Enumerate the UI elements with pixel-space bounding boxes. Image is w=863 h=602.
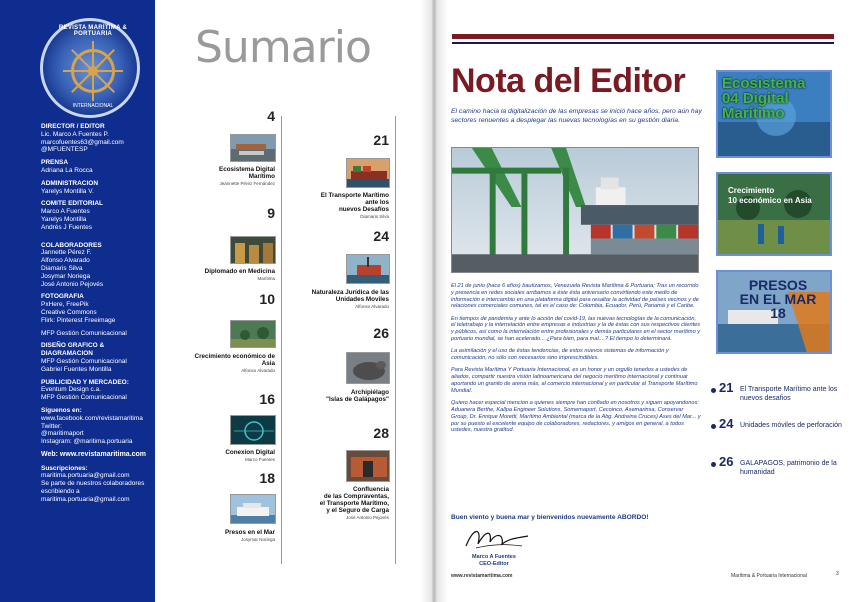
page-number: 9 (267, 205, 275, 221)
toc-entry[interactable] (175, 108, 275, 124)
entry-title: Conexion Digital (225, 449, 275, 456)
credit-line: Twitter: (41, 422, 62, 430)
editor-body (451, 283, 701, 440)
credit-line: Diamaris Silva (41, 264, 83, 272)
toc-entry[interactable] (285, 486, 389, 521)
editor-lead: El camino hacia la digitalización de las empresas se inició hace años, pero aún hay sectores renuentes a desplegar las nuevas tecnologías en su gestión diaria. (451, 108, 702, 124)
toc-entry[interactable] (175, 449, 275, 463)
toc-entry[interactable] (289, 132, 389, 148)
column-divider (395, 116, 396, 564)
closing-line: Buen viento y buena mar y bienvenidos nuevamente ABORDO! (451, 514, 649, 521)
credit-line: Alfonso Alvarado (41, 257, 90, 265)
section-heading: FOTOGRAFIA (41, 293, 84, 301)
cover-asia[interactable] (716, 172, 832, 256)
entry-author: Diamaris Silva (360, 214, 389, 219)
section-heading: DIRECTOR / EDITOR (41, 123, 105, 130)
entry-title: Ecosistema Digital Marítimo (219, 166, 275, 180)
credits-admin (41, 180, 153, 196)
entry-author: Jeannette Pérez Fernández (219, 181, 275, 186)
toc-right-item[interactable] (711, 416, 851, 444)
page-number: 18 (259, 470, 275, 486)
credit-line: MFP Gestión Comunicacional (41, 357, 127, 365)
page-number: 16 (259, 391, 275, 407)
body-paragraph: Quiero hacer especial mencion a quienes siempre han confiado en nosotros y siguen apoyandonos: Aduanera Berthe, Kallpa Engineer Solutions, Somemaport, Cecoinco, Asemarinsa, Conservar Group, Dr. Enrique Moretti, Marítimo Ambiental (marca de la Abg. Andreina Cruces) Ases del Mar... y por su puesto el excelente equipo de colaboradores, redactores, y amigos en general, a todos ustedes, nuestra gratitud. (451, 400, 701, 434)
header-rule (452, 34, 834, 39)
toc-right-item[interactable] (711, 380, 851, 408)
entry-title: Presos en el Mar (224, 529, 275, 536)
cover-presos[interactable] (716, 270, 832, 354)
entry-title: Crecimiento económico de Asia (194, 353, 275, 367)
toc-right-text: GALAPAGOS, patrimonio de la humanidad (740, 460, 837, 476)
bullet-dot (711, 424, 716, 429)
footer-publication: Marítima & Portuaria Internacional (731, 573, 807, 579)
credits-foto (41, 293, 153, 337)
page-number: 28 (373, 425, 389, 441)
toc-entry[interactable] (175, 529, 275, 543)
website-link[interactable]: Web: www.revistamaritima.com (41, 450, 147, 458)
credit-line: MFP Gestión Comunicacional (41, 329, 127, 337)
credits-sidebar (0, 0, 155, 602)
twitter-link[interactable]: @maritimaport (41, 430, 84, 438)
toc-entry[interactable] (175, 391, 275, 407)
toc-entry[interactable] (175, 470, 275, 486)
entry-title: Diplomado en Medicina (204, 268, 275, 275)
column-divider (281, 116, 282, 564)
subscription-email[interactable]: maritima.portuaria@gmail.com (41, 472, 130, 480)
credit-line: Yarelys Montilla (41, 215, 87, 223)
credit-line: Josymar Noriega (41, 272, 91, 280)
toc-entry[interactable] (289, 228, 389, 244)
cover-ecosistema[interactable] (716, 70, 832, 158)
toc-right-item[interactable] (711, 454, 851, 482)
credit-line: Adriana La Rocca (41, 166, 93, 174)
body-paragraph: Para Revista Marítima Y Portuaria Internacional, es un honor y un orgullo tenerlos a ustedes de aliados, compartir nuestra visión latinoamericana del negocio marítimo internacional y continuar aportando un granito de arena más, al comercio internacional y en particular al Transporte Marítimo Mundial. (451, 367, 698, 394)
logo-ring-text: REVISTA MARÍTIMA & PORTUARIA (58, 25, 128, 37)
entry-author: Alfonso Alvarado (355, 304, 389, 309)
toc-entry[interactable] (175, 268, 275, 282)
wheel-hub (88, 66, 98, 76)
signer-role: CEO-Editor (479, 561, 509, 567)
toc-entry[interactable] (289, 425, 389, 441)
body-paragraph: En tiempos de pandemia y ante lo acción del covid-19, las nuevas tecnologías de la comunicación, el teletrabajo y la interrelación entre empresas e industrias y la de éstas con sus respectivos clientes y públicos, así como la interrelación entre profesionales y demás particulares en el sector marítimo y portuario mundial, se han acelerado... ¿Para bien, para mal....? El tiempo lo determinará. (451, 315, 701, 343)
section-heading: Síguenos en: (41, 406, 82, 414)
thumb-galapagos (346, 352, 390, 384)
entry-author: Marítima (257, 276, 275, 281)
toc-entry[interactable] (289, 289, 389, 310)
page-gutter (420, 0, 448, 602)
logo-ring-bottom: INTERNACIONAL (72, 103, 114, 109)
page-number: 4 (267, 108, 275, 124)
cover-label: PRESOS EN EL MAR 18 (739, 277, 817, 321)
thumb-medicine (230, 236, 276, 264)
signature (462, 524, 532, 552)
subscription-email[interactable]: maritima.portuaria@gmail.com (41, 495, 130, 503)
credit-line: Jannette Pérez F. (41, 249, 92, 257)
toc-right-text: Unidades móviles de perforación (740, 422, 842, 429)
credit-handle[interactable]: @MFUENTESP (41, 146, 88, 154)
credit-line: MFP Gestión Comunicacional (41, 394, 127, 402)
toc-entry[interactable] (289, 389, 389, 403)
credit-line: Marco A Fuentes (41, 208, 90, 216)
section-heading: COLABORADORES (41, 241, 102, 249)
credits-diseno (41, 342, 153, 373)
signature-name (472, 554, 516, 568)
thumb-asia (230, 320, 276, 348)
credit-line: PxHere, FreePik (41, 301, 89, 309)
thumb-cruise-ship (230, 494, 276, 524)
thumb-port-aerial (230, 134, 276, 162)
credit-line: Eventum Design c.a. (41, 386, 101, 394)
entry-title: El Transporte Marítimo ante los nuevos Desafíos (320, 192, 389, 213)
instagram-link[interactable]: Instagram: @maritima.portuaria (41, 438, 133, 446)
section-heading: Suscripciones: (41, 464, 88, 472)
page-number: 10 (259, 291, 275, 307)
credits-publi (41, 379, 153, 402)
credit-line: Creative Commons (41, 308, 97, 316)
toc-entry[interactable] (175, 166, 275, 187)
entry-title: Archipiélago "Islas de Galápagos" (325, 389, 389, 403)
body-paragraph: El 21 de junio (hace 6 años) bautizamos, Venezuela Revista Marítima & Portuaria; Tras un recorrido y presencia en redes sociales arribamos a éste ésta aniversario convirtiendo este medio de información e intercambio en una plataforma digital para resaltar la actividad de países vecinos y de relaciones comerciales comunes, tal es el caso de: Colombia, Ecuador, Perú, Panamá y el Caribe. (451, 283, 699, 310)
header-rule-thin (452, 42, 834, 44)
toc-entry[interactable] (289, 325, 389, 341)
page-number: 26 (373, 325, 389, 341)
bullet-dot (711, 462, 716, 467)
credits-subscriptions (41, 465, 153, 504)
thumb-cargo-port (346, 450, 390, 482)
entry-author: José Antonio Pejovés (345, 515, 389, 520)
cover-label: Ecosistema 04 Digital Marítimo (722, 75, 806, 122)
credit-line: escribiendo a (41, 488, 80, 496)
entry-author: Alfonso Alvarado (241, 368, 275, 373)
thumb-digital (230, 415, 276, 445)
sumario-page (155, 0, 432, 602)
page-number: 21 (373, 132, 389, 148)
page-number: 24 (719, 416, 734, 431)
footer-website[interactable]: www.revistamaritima.com (451, 573, 513, 579)
entry-title: Confluencia de las Compraventas, el Transporte Marítimo, y el Seguro de Carga (319, 486, 389, 514)
credit-line: Lic. Marco A Fuentes P. (41, 130, 109, 138)
signer-name: Marco A Fuentes (472, 554, 516, 560)
credits-comite (41, 200, 153, 231)
credits-prensa (41, 159, 153, 175)
credits-list (41, 123, 153, 509)
section-heading: COMITE EDITORIAL (41, 200, 103, 208)
section-heading: DISEÑO GRAFICO & DIAGRAMACION (41, 342, 105, 358)
entry-author: Marco Fuentes (244, 457, 275, 462)
credits-social (41, 407, 153, 446)
credit-line: Se parte de nuestros colaboradores (41, 480, 145, 488)
toc-right-text: El Transporte Marítimo ante los nuevos desafios (740, 386, 838, 402)
bullet-dot (711, 388, 716, 393)
section-heading: PRENSA (41, 159, 69, 167)
editor-title: Nota del Editor (451, 62, 686, 100)
cover-label: Crecimiento 10 económico en Asia (728, 186, 812, 205)
credit-line: José Antonio Pejovés (41, 280, 104, 288)
credit-email[interactable]: marcofuentes63@gmail.com (41, 138, 124, 146)
body-paragraph: La asimilación y el uso de éstas tendencias, de estos nuevos sistemas de información y comunicación, no sólo son necesarios sino imprescindibles. (451, 348, 669, 362)
port-cranes-photo (451, 147, 699, 273)
footer-page-number: 3 (836, 571, 839, 577)
entry-author: Josymar Noriega (240, 537, 275, 542)
toc-entry[interactable] (289, 192, 389, 220)
entry-title: Naturaleza Jurídica de las Unidades Moviles (311, 289, 389, 303)
facebook-link[interactable]: www.facebook.com/revistamaritima (41, 414, 143, 422)
thumb-container-ship (346, 158, 390, 188)
section-heading: ADMINISTRACION (41, 179, 99, 187)
credit-line: Andrés J Fuentes (41, 223, 92, 231)
toc-entry[interactable] (175, 353, 275, 374)
section-heading: PUBLICIDAD Y MERCADEO: (41, 378, 129, 386)
credit-line: Yarelys Montilla V. (41, 187, 94, 195)
page-number: 21 (719, 380, 734, 395)
page-number: 26 (719, 454, 734, 469)
credit-line: Flirk: Pinterest Freeimage (41, 316, 116, 324)
magazine-logo (40, 18, 140, 118)
sumario-title: Sumario (195, 22, 371, 73)
toc-entry[interactable] (175, 291, 275, 307)
toc-entry[interactable] (175, 205, 275, 221)
credits-colab (41, 242, 153, 289)
thumb-drill-unit (346, 254, 390, 284)
editor-page (448, 0, 863, 602)
page-number: 24 (373, 228, 389, 244)
credit-line: Gabriel Fuentes Montilla (41, 365, 112, 373)
credits-director (41, 123, 153, 154)
